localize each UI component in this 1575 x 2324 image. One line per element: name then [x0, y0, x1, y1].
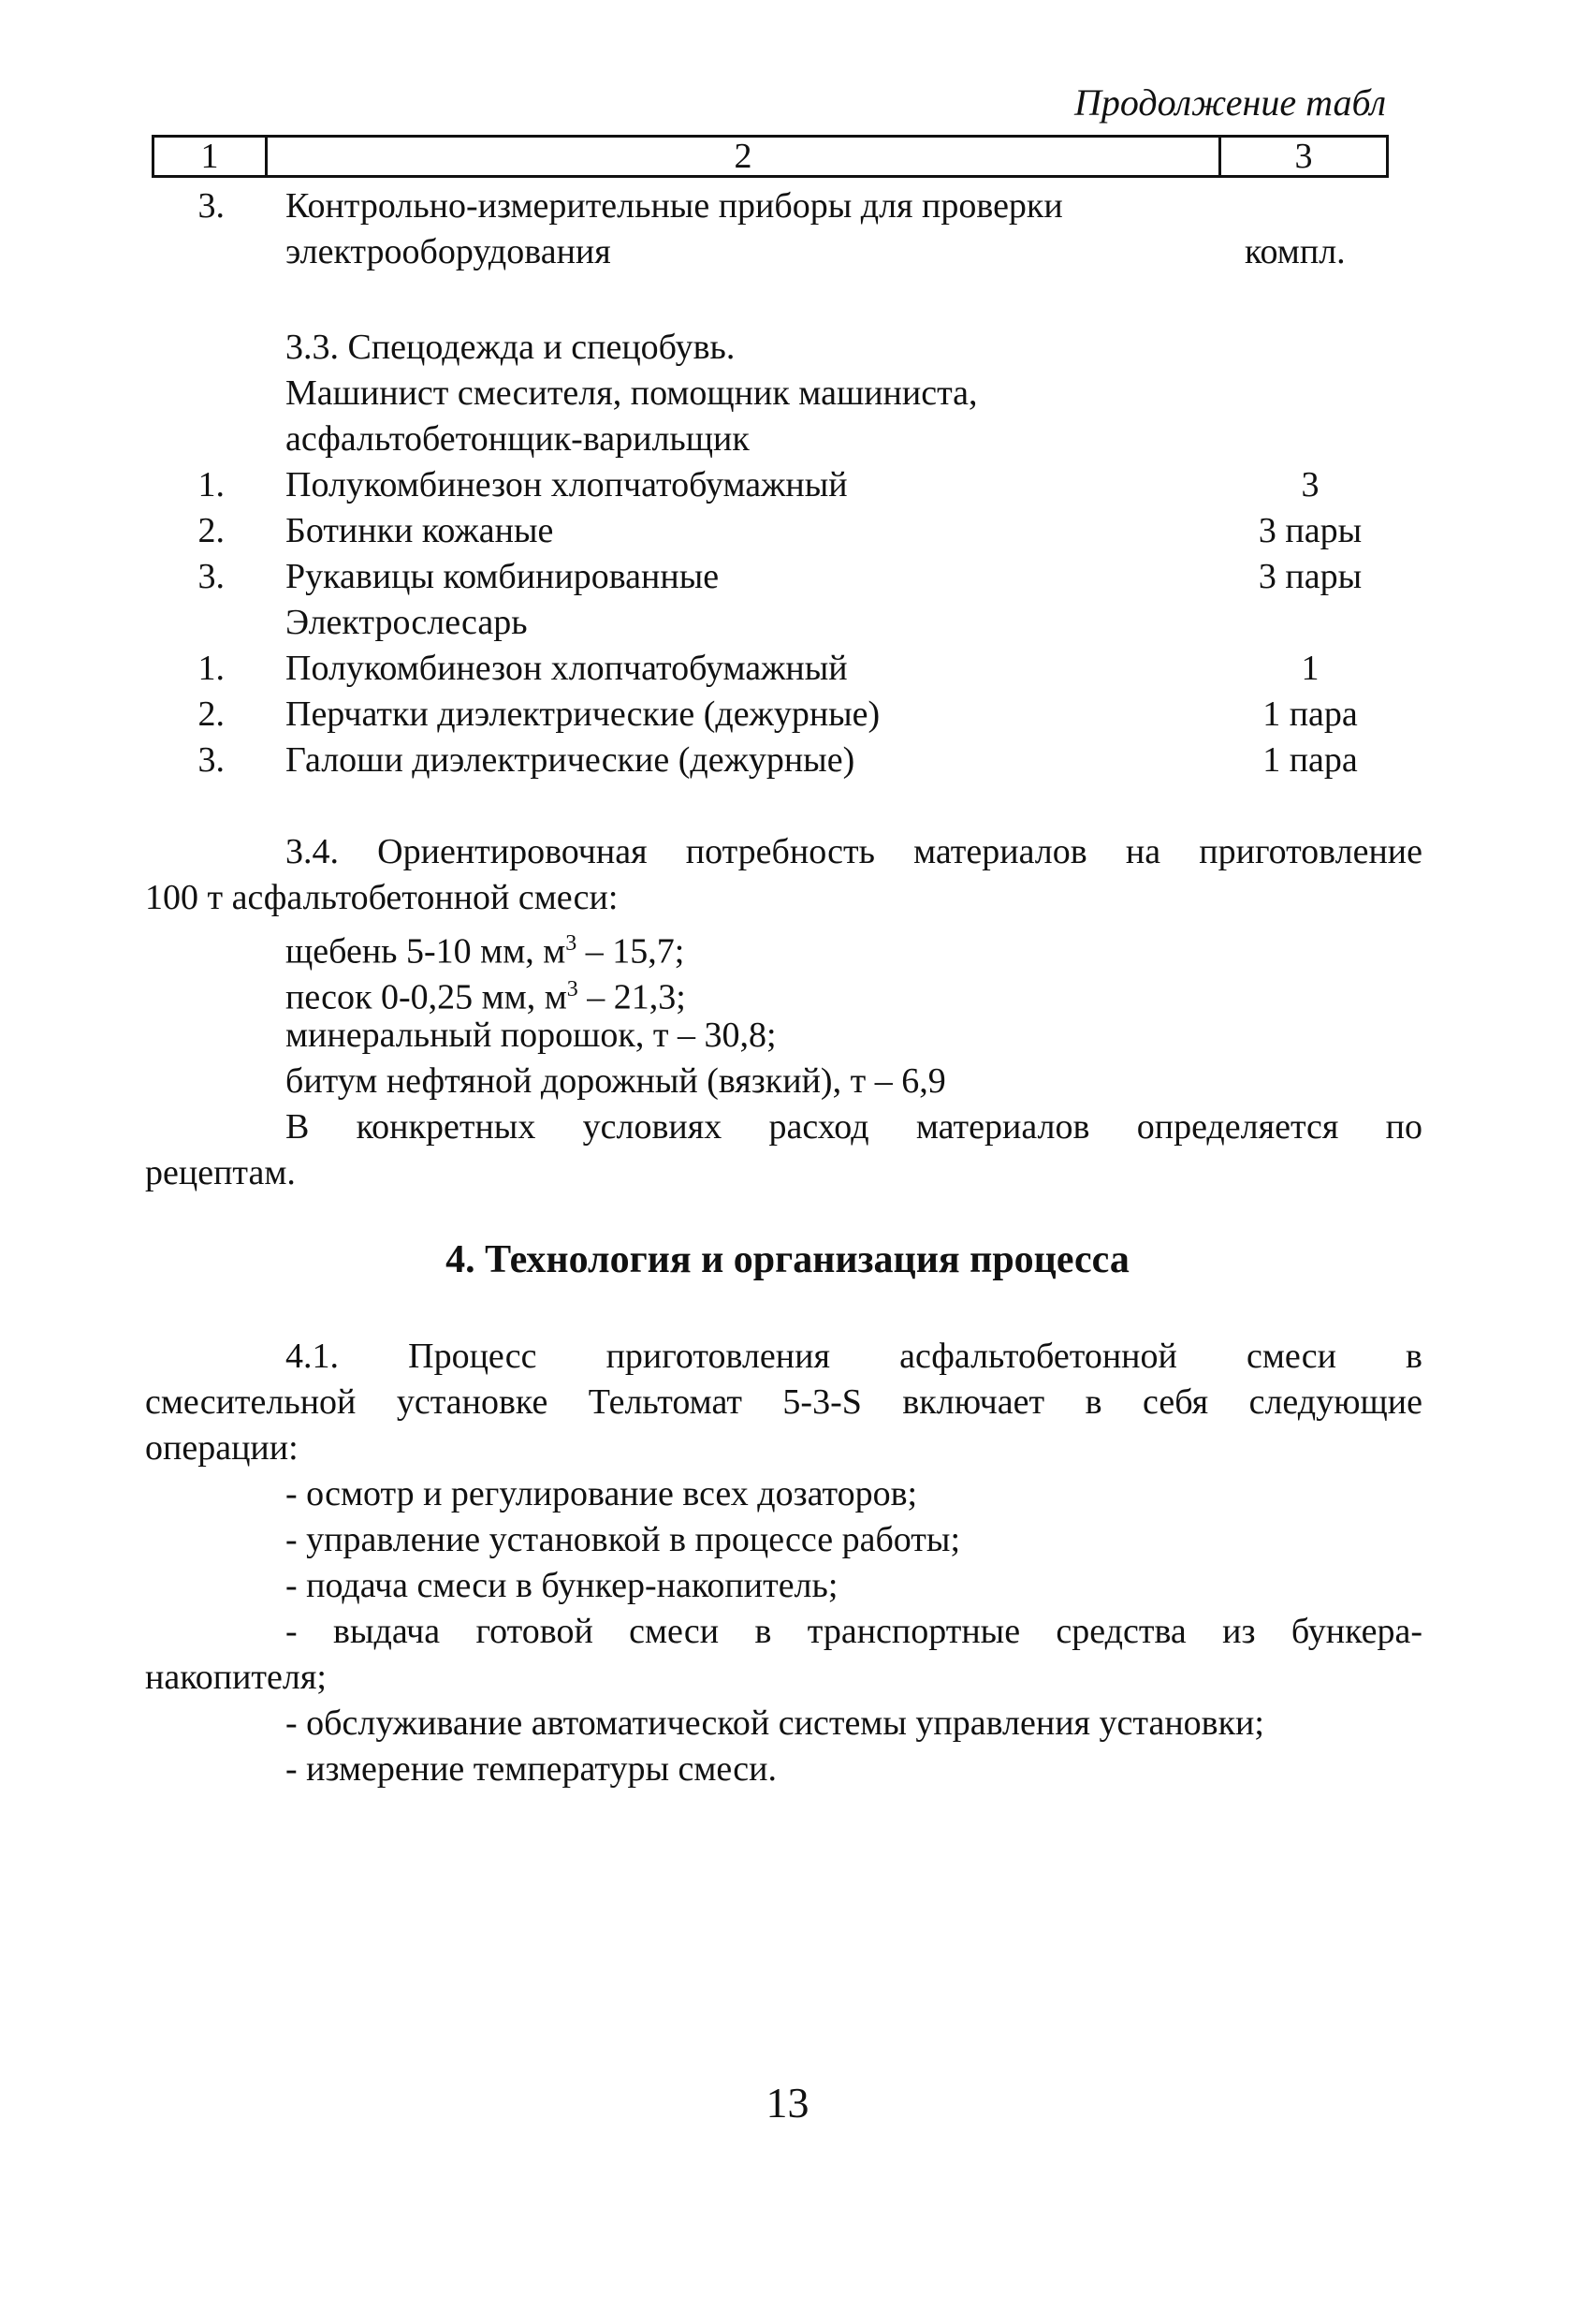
- section-3-3-title: 3.3. Спецодежда и спецобувь.: [285, 328, 736, 367]
- header-col-3: 3: [1294, 137, 1313, 176]
- row-item-qty: 3 пары: [1258, 511, 1363, 550]
- section-4-paragraph-cont: операции:: [145, 1428, 299, 1468]
- row-item-name-cont: электрооборудования: [285, 232, 611, 271]
- operation-item: - осмотр и регулирование всех дозаторов;: [285, 1474, 918, 1513]
- row-item-qty: 1 пара: [1262, 740, 1358, 780]
- section-3-4-paragraph: 3.4. Ориентировочная потребность материалов на приготовление: [285, 832, 1422, 871]
- material-item: битум нефтяной дорожный (вязкий), т – 6,9: [285, 1061, 946, 1101]
- row-number: 2.: [197, 511, 225, 550]
- row-item-name: Полукомбинезон хлопчатобумажный: [285, 649, 848, 688]
- section-4-paragraph: 4.1. Процесс приготовления асфальтобетонной смеси в: [285, 1337, 1422, 1376]
- operation-item: - управление установкой в процессе работы;: [285, 1520, 960, 1559]
- row-item-qty: 1 пара: [1262, 694, 1358, 734]
- table-header: [152, 135, 1389, 178]
- group-title: Электрослесарь: [285, 603, 528, 642]
- row-number: 1.: [197, 465, 225, 504]
- operation-item: - подача смеси в бункер-накопитель;: [285, 1566, 839, 1605]
- section-3-4-note-cont: рецептам.: [145, 1153, 296, 1192]
- row-item-name: Ботинки кожаные: [285, 511, 554, 550]
- row-item-name: Галоши диэлектрические (дежурные): [285, 740, 855, 780]
- section-3-4-note: В конкретных условиях расход материалов определяется по: [285, 1107, 1422, 1147]
- row-number: 2.: [197, 694, 225, 734]
- row-number: 3.: [197, 740, 225, 780]
- operation-item-cont: накопителя;: [145, 1658, 327, 1697]
- group-title-cont: асфальтобетонщик-варильщик: [285, 419, 750, 459]
- section-4-paragraph-cont: смесительной установке Тельтомат 5-3-S включает в себя следующие: [145, 1382, 1422, 1422]
- material-item: песок 0-0,25 мм, $м^3 - 21,3$;: [285, 977, 686, 1017]
- row-item-qty: 3 пары: [1258, 557, 1363, 596]
- row-item-qty: 1: [1301, 649, 1320, 688]
- group-title: Машинист смесителя, помощник машиниста,: [285, 373, 978, 413]
- material-item: щебень 5-10 мм, $м^3 - 15,7$;: [285, 931, 685, 972]
- row-item-qty: 3: [1301, 465, 1320, 504]
- section-4-title: 4. Технология и организация процесса: [445, 1238, 1130, 1281]
- section-3-4-paragraph-cont: 100 т асфальтобетонной смеси:: [145, 878, 619, 917]
- row-number: 3.: [197, 557, 225, 596]
- row-item-qty: компл.: [1245, 232, 1346, 271]
- row-item-name: Полукомбинезон хлопчатобумажный: [285, 465, 848, 504]
- header-col-1: 1: [200, 137, 219, 176]
- row-item-name: Контрольно-измерительные приборы для проверки: [285, 186, 1063, 226]
- material-item: минеральный порошок, т – 30,8;: [285, 1016, 777, 1055]
- page-number: 13: [766, 2079, 809, 2127]
- operation-item: - измерение температуры смеси.: [285, 1749, 777, 1789]
- row-item-name: Перчатки диэлектрические (дежурные): [285, 694, 881, 734]
- row-number: 3.: [197, 186, 225, 226]
- operation-item: - обслуживание автоматической системы управления установки;: [285, 1703, 1264, 1743]
- header-col-2: 2: [734, 137, 752, 176]
- operation-item: - выдача готовой смеси в транспортные средства из бункера-: [285, 1612, 1422, 1651]
- table-continuation-caption: Продолжение табл: [1074, 81, 1387, 124]
- row-item-name: Рукавицы комбинированные: [285, 557, 720, 596]
- row-number: 1.: [197, 649, 225, 688]
